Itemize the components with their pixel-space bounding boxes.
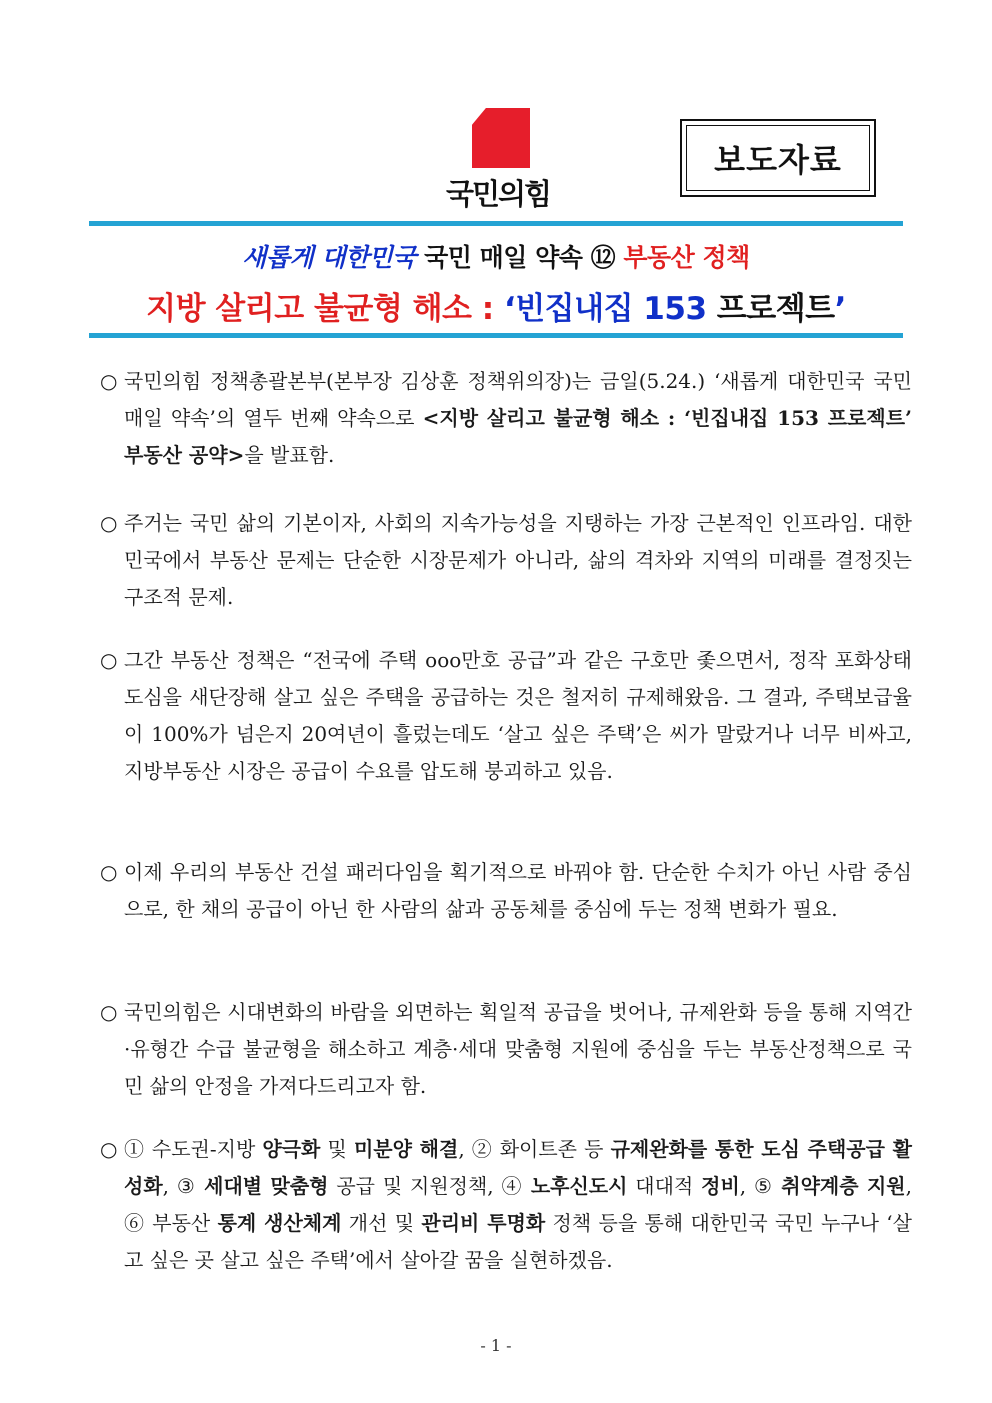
paragraph-bold-text: 규제완화를 통한 도심 주택공급 활성화 [124,1137,913,1198]
paragraph-bold-text: 노후신도시 [530,1174,628,1198]
title-part-3: 프로젝트 [706,291,835,327]
paragraph-bold-text: 취약계층 지원 [781,1174,906,1198]
paragraph-policy-list [100,1131,912,1279]
paragraph-housing-basics [100,505,912,616]
paragraph-bold-text: <지방 살리고 불균형 해소 : ‘빈집내집 153 프로젝트’ 부동산 공약> [124,406,912,467]
header-rule-bottom [89,333,903,338]
paragraph-bold-text: 관리비 투명화 [421,1211,546,1235]
title-part-2: ‘빈집내집 153 [503,291,707,327]
bullet: ○ [100,648,118,672]
page-title [89,283,903,328]
subtitle-part-2: 국민 매일 약속 ⑫ [415,243,624,272]
bullet: ○ [100,1000,118,1024]
bullet: ○ [100,511,118,535]
press-release-label: 보도자료 [686,125,870,191]
paragraph-bold-text: 양극화 [262,1137,321,1161]
paragraph-past-policy [100,642,912,790]
party-logo-text: 국민의힘 [445,177,551,211]
paragraph-text: , ⑤ [739,1174,782,1198]
bullet: ○ [100,1137,118,1161]
press-release-box [680,119,876,197]
paragraph-text: 국민의힘 정책총괄본부(본부장 김상훈 정책위의장)는 금일(5.24.) ‘새롭게 대한민국 국민 매일 약속’의 열두 번째 약속으로 [124,369,912,430]
paragraph-text: 이제 우리의 부동산 건설 패러다임을 획기적으로 바꿔야 함. 단순한 수치가 아닌 사람 중심으로, 한 채의 공급이 아닌 한 사람의 삶과 공동체를 중심에 두는 정책 변화가 필요. [124,860,912,921]
paragraph-text: , ③ [162,1174,205,1198]
party-logo-mark-icon [472,108,530,168]
paragraph-text: ① 수도권-지방 [124,1137,263,1161]
bullet: ○ [100,369,118,393]
paragraph-text: 및 [320,1137,354,1161]
subtitle-part-1: 새롭게 대한민국 [242,243,416,272]
paragraph-text: 개선 및 [341,1211,422,1235]
paragraph-bold-text: 정비 [701,1174,740,1198]
paragraph-announcement [100,363,912,474]
subtitle-part-3: 부동산 정책 [623,243,750,272]
paragraph-text: 주거는 국민 삶의 기본이자, 사회의 지속가능성을 지탱하는 가장 근본적인 인프라임. 대한민국에서 부동산 문제는 단순한 시장문제가 아니라, 삶의 격차와 지역의 미래를 결정짓는 구조적 문제. [124,511,912,609]
paragraph-text: 대대적 [627,1174,702,1198]
paragraph-bold-text: 통계 생산체계 [217,1211,342,1235]
title-part-4: ’ [834,291,846,327]
paragraph-bold-text: 미분양 해결 [353,1137,459,1161]
paragraph-text: 정책 등을 통해 대한민국 국민 누구나 ‘살고 싶은 곳 살고 싶은 주택’에서 살아갈 꿈을 실현하겠음. [124,1211,912,1272]
paragraph-text: , ⑥ 부동산 [124,1174,912,1235]
title-part-1: 지방 살리고 불균형 해소 : [146,291,504,327]
party-logo [438,108,558,212]
page-number: - 1 - [480,1336,512,1355]
header-rule-top [89,221,903,226]
paragraph-paradigm-shift [100,854,912,928]
paragraph-text: 그간 부동산 정책은 “전국에 주택 ooo만호 공급”과 같은 구호만 좇으면서, 정작 포화상태 도심을 새단장해 살고 싶은 주택을 공급하는 것은 철저히 규제해왔음. 그 결과, 주택보급율이 100%가 넘은지 20여년이 흘렀는데도 ‘살고 싶은 주택’은 씨가 말랐거나 너무 비싸고, 지방부동산 시장은 공급이 수요를 압도해 붕괴하고 있음. [124,648,912,783]
bullet: ○ [100,860,118,884]
paragraph-text: 을 발표함. [244,443,335,467]
paragraph-party-goal [100,994,912,1105]
paragraph-bold-text: 세대별 맞춤형 [204,1174,329,1198]
paragraph-text: , ② 화이트존 등 [458,1137,611,1161]
paragraph-text: 공급 및 지원정책, ④ [328,1174,531,1198]
paragraph-text: 국민의힘은 시대변화의 바람을 외면하는 획일적 공급을 벗어나, 규제완화 등을 통해 지역간·유형간 수급 불균형을 해소하고 계층·세대 맞춤형 지원에 중심을 두는 부동산정책으로 국민 삶의 안정을 가져다드리고자 함. [124,1000,912,1098]
subtitle [89,238,903,274]
